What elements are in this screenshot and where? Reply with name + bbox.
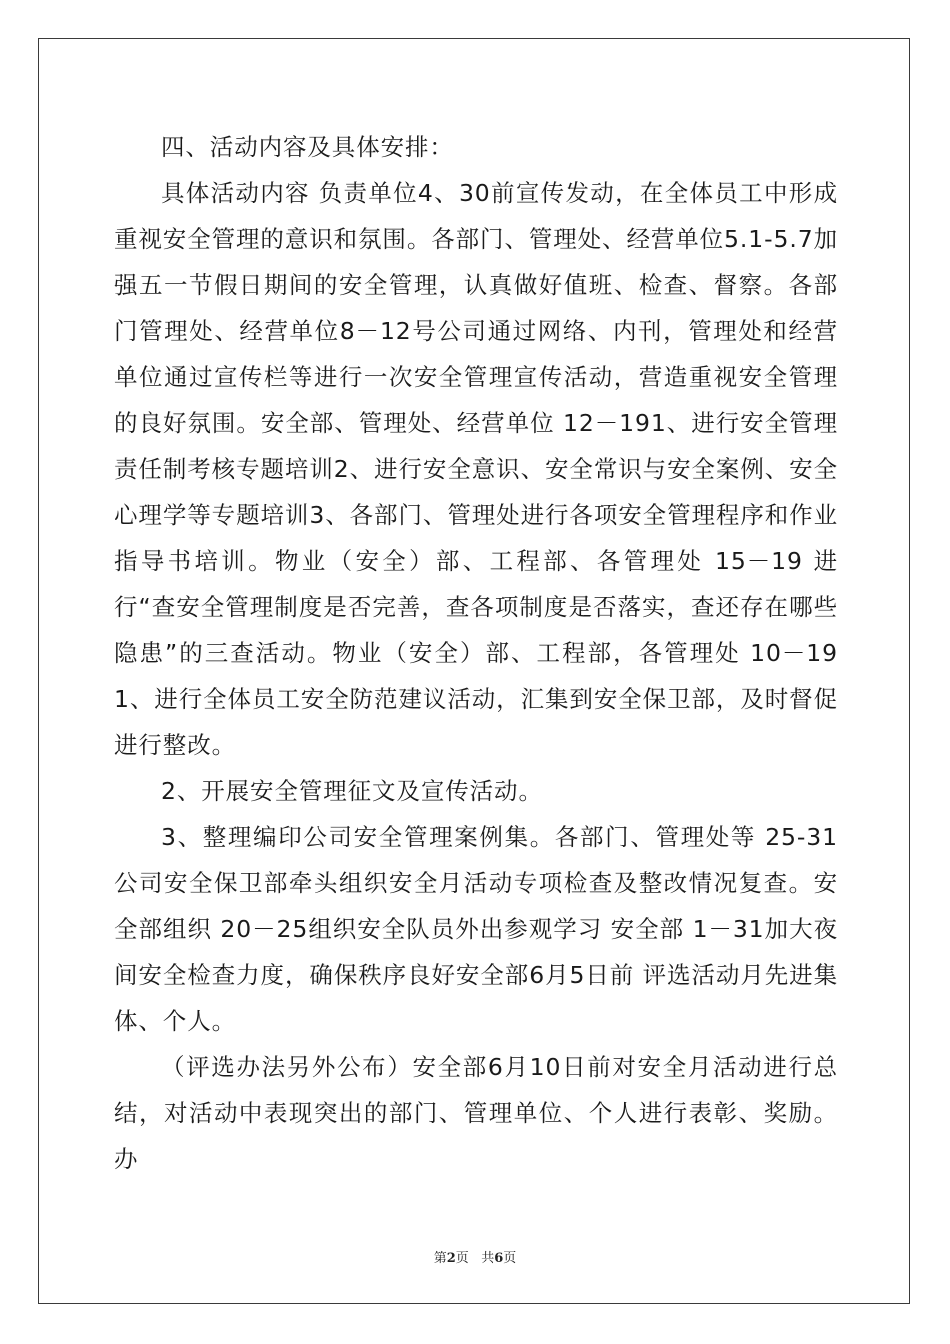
page-label-suffix: 页	[455, 1251, 469, 1266]
total-page-count: 6	[494, 1251, 504, 1266]
total-label-suffix: 页	[503, 1251, 517, 1266]
document-body	[114, 124, 838, 1182]
page-footer	[0, 1247, 950, 1266]
body-paragraph: 具体活动内容 负责单位4、30前宣传发动，在全体员工中形成重视安全管理的意识和氛围。各部门、管理处、经营单位5.1-5.7加强五一节假日期间的安全管理，认真做好值班、检查、督察。各部门管理处、经营单位8－12号公司通过网络、内刊，管理处和经营单位通过宣传栏等进行一次安全管理宣传活动，营造重视安全管理的良好氛围。安全部、管理处、经营单位 12－191、进行安全管理责任制考核专题培训2、进行安全意识、安全常识与安全案例、安全心理学等专题培训3、各部门、管理处进行各项安全管理程序和作业指导书培训。物业（安全）部、工程部、各管理处 15－19 进行“查安全管理制度是否完善，查各项制度是否落实，查还存在哪些隐患”的三查活动。物业（安全）部、工程部，各管理处 10－191、进行全体员工安全防范建议活动，汇集到安全保卫部，及时督促进行整改。	[114, 179, 838, 759]
current-page-number: 2	[446, 1251, 456, 1266]
total-label-prefix: 共	[481, 1251, 495, 1266]
body-paragraph: （评选办法另外公布）安全部6月10日前对安全月活动进行总结，对活动中表现突出的部门、管理单位、个人进行表彰、奖励。办	[114, 1053, 838, 1173]
body-paragraph: 3、整理编印公司安全管理案例集。各部门、管理处等 25-31 公司安全保卫部牵头组织安全月活动专项检查及整改情况复查。安全部组织 20－25组织安全队员外出参观学习 安全部 1－31加大夜间安全检查力度，确保秩序良好安全部6月5日前 评选活动月先进集体、个人。	[114, 823, 838, 1035]
body-paragraph: 2、开展安全管理征文及宣传活动。	[161, 777, 543, 805]
page-label-prefix: 第	[433, 1251, 447, 1266]
section-heading: 四、活动内容及具体安排：	[161, 133, 454, 161]
